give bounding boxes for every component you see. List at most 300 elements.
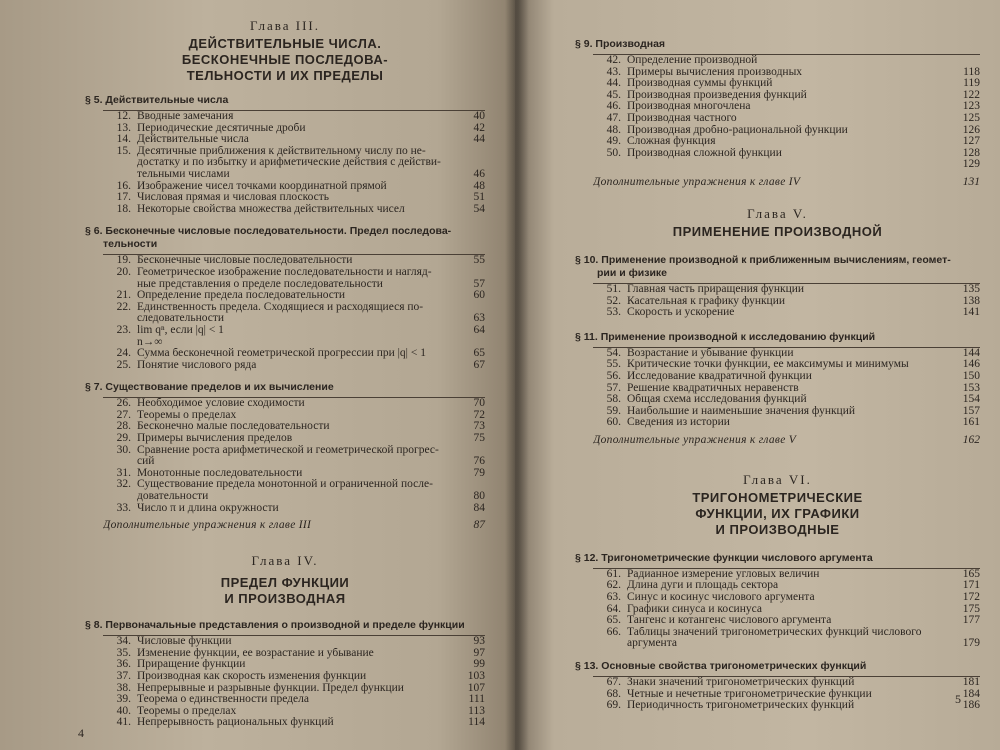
entry-title: Существование предела монотонной и ограниченной после- <box>137 479 433 491</box>
entry-title: Бесконечные числовые последовательности <box>137 255 353 267</box>
right-page <box>515 0 1000 750</box>
toc-entry <box>103 433 485 445</box>
entry-title: Примеры вычисления пределов <box>137 433 293 445</box>
entry-page: 184 <box>962 687 980 700</box>
entry-title: Графики синуса и косинуса <box>627 603 762 615</box>
entry-number: 50. <box>606 146 621 159</box>
entry-number: 58. <box>606 393 621 406</box>
entry-number: 14. <box>116 133 131 146</box>
entry-number: 51. <box>606 282 621 295</box>
toc-entry <box>593 417 980 429</box>
entry-number: 20. <box>116 265 131 278</box>
entry-title: Периодичность тригонометрических функций <box>627 700 855 712</box>
entry-number: 67. <box>606 676 621 689</box>
section-11 <box>575 331 980 446</box>
entry-page: 125 <box>962 111 980 124</box>
chapter-title-line: И ПРОИЗВОДНАЯ <box>224 591 346 607</box>
chapter-title-line: И ПРОИЗВОДНЫЕ <box>715 521 840 537</box>
entry-number: 41. <box>116 716 131 729</box>
entry-page: 72 <box>473 408 485 421</box>
entry-page: 128 <box>962 146 980 159</box>
entry-title: достатку и по избытку и арифметические действия с действи- <box>137 157 441 169</box>
section-title: § 5. Действительные числа <box>85 94 229 106</box>
entry-title: Радианное измерение угловых величин <box>627 568 820 580</box>
entry-title: Вводные замечания <box>137 111 234 122</box>
entry-title: следовательности <box>137 313 225 325</box>
entry-number: 52. <box>606 294 621 307</box>
entry-number <box>593 638 627 650</box>
entry-number: 29. <box>116 432 131 445</box>
entry-number: 48. <box>606 123 621 136</box>
entry-title: Определение производной <box>627 55 758 66</box>
entry-title: Сложная функция <box>627 136 716 148</box>
toc-entry <box>103 648 485 660</box>
entry-page: 161 <box>962 416 980 429</box>
chapter-title-line: ТЕЛЬНОСТИ И ИХ ПРЕДЕЛЫ <box>186 68 384 83</box>
entry-number: 43. <box>606 65 621 78</box>
extra-exercises <box>593 176 980 188</box>
section-title: § 12. Тригонометрические функции числового аргумента <box>575 551 873 564</box>
entry-title: Производная суммы функций <box>627 78 773 90</box>
entry-title: Действительные числа <box>137 134 249 146</box>
entry-title: сий <box>137 456 155 468</box>
entry-page <box>954 55 980 67</box>
section-5 <box>85 94 485 215</box>
entry-title: Числовые функции <box>137 636 232 648</box>
toc-entry <box>593 296 980 308</box>
entry-title: Монотонные последовательности <box>137 467 303 479</box>
entry-title: Теоремы о пределах <box>137 705 237 717</box>
section-title: § 10. Применение производной к приближенным вычислениям, геомет- <box>575 253 951 266</box>
entry-page: 57 <box>473 277 485 290</box>
entry-number: 64. <box>606 602 621 615</box>
toc-entry <box>103 398 485 410</box>
entry-number: 21. <box>116 289 131 302</box>
entry-number: 39. <box>116 693 131 706</box>
entry-list <box>593 347 980 429</box>
chapter-title-line: ФУНКЦИИ, ИХ ГРАФИКИ <box>695 505 860 521</box>
chapter-label: Глава IV. <box>251 553 319 569</box>
entry-number: 46. <box>606 100 621 113</box>
entry-page: 113 <box>468 704 485 717</box>
section-13 <box>575 660 980 712</box>
entry-title: Периодические десятичные дроби <box>137 122 306 134</box>
entry-number: 31. <box>116 466 131 479</box>
entry-title: Знаки значений тригонометрических функций <box>627 677 855 689</box>
toc-entry <box>103 445 485 457</box>
toc-entry <box>103 169 485 181</box>
entry-number: 17. <box>116 191 131 204</box>
toc-entry <box>103 267 485 279</box>
entry-page: 177 <box>962 614 980 627</box>
entry-page: 55 <box>473 254 485 267</box>
toc-entry <box>593 113 980 125</box>
entry-page: 146 <box>962 358 980 371</box>
entry-number: 49. <box>606 135 621 148</box>
entry-title: Скорость и ускорение <box>627 307 735 319</box>
entry-title <box>627 159 954 171</box>
chapter-label: Глава VI. <box>743 471 812 487</box>
entry-page <box>459 146 485 158</box>
toc-entry <box>593 55 980 67</box>
section-10 <box>575 254 980 319</box>
entry-page: 107 <box>467 681 485 694</box>
section-9 <box>575 38 980 188</box>
entry-page: 144 <box>962 346 980 359</box>
toc-entry <box>103 348 485 360</box>
entry-page: 76 <box>473 455 485 468</box>
section-title-cont: тельности <box>103 238 158 251</box>
toc-entry <box>103 313 485 325</box>
entry-number: 13. <box>116 121 131 134</box>
entry-list <box>103 254 485 371</box>
toc-entry <box>593 78 980 90</box>
entry-page: 119 <box>963 77 980 90</box>
entry-title: Сравнение роста арифметической и геометрической прогрес- <box>137 444 439 456</box>
section-title: § 8. Первоначальные представления о производной и пределе функции <box>85 619 465 632</box>
page-number: 4 <box>78 726 84 740</box>
toc-entry <box>103 337 485 349</box>
entry-number <box>103 169 137 181</box>
entry-number: 24. <box>116 347 131 360</box>
toc-entry <box>593 125 980 137</box>
chapter-5-heading <box>575 206 980 240</box>
entry-title: Определение предела последовательности <box>137 290 346 302</box>
section-7 <box>85 381 485 531</box>
entry-number: 69. <box>606 699 621 712</box>
entry-number: 27. <box>116 408 131 421</box>
section-12 <box>575 552 980 650</box>
entry-title: ные представления о пределе последовательности <box>137 278 383 290</box>
toc-entry <box>103 134 485 146</box>
entry-title: Понятие числового ряда <box>137 359 257 371</box>
entry-list <box>593 676 980 712</box>
page-number: 5 <box>955 692 961 706</box>
chapter-title <box>85 36 485 84</box>
toc-entry <box>103 290 485 302</box>
toc-entry <box>103 204 485 216</box>
entry-page: 99 <box>473 658 485 671</box>
entry-list <box>593 283 980 319</box>
entry-page: 65 <box>473 347 485 360</box>
toc-entry <box>103 279 485 291</box>
extra-exercises-page: 162 <box>962 433 980 446</box>
entry-number: 55. <box>606 358 621 371</box>
entry-page: 157 <box>962 404 980 417</box>
entry-title: n→∞ <box>137 336 163 348</box>
entry-title: Непрерывные и разрывные функции. Предел функции <box>137 682 404 694</box>
section-title-cont: рии и физике <box>597 266 668 279</box>
entry-page: 129 <box>962 158 980 171</box>
entry-title: Десятичные приближения к действительному числу по не- <box>137 145 426 157</box>
entry-number: 16. <box>116 179 131 192</box>
toc-entry <box>103 146 485 158</box>
entry-number <box>103 157 137 169</box>
toc-entry <box>103 360 485 372</box>
entry-number: 23. <box>116 323 131 336</box>
entry-number: 61. <box>606 567 621 580</box>
entry-list <box>103 110 485 215</box>
entry-title: Производная сложной функции <box>627 147 782 159</box>
toc-entry <box>103 671 485 683</box>
entry-number: 25. <box>116 358 131 371</box>
entry-page: 42 <box>473 121 485 134</box>
entry-number: 53. <box>606 306 621 319</box>
toc-entry <box>593 148 980 160</box>
chapter-title-line: ДЕЙСТВИТЕЛЬНЫЕ ЧИСЛА. <box>188 36 382 51</box>
entry-page: 64 <box>473 323 485 336</box>
entry-page: 44 <box>473 133 485 146</box>
toc-entry <box>593 700 980 712</box>
entry-number: 66. <box>606 625 621 638</box>
toc-entry <box>593 689 980 701</box>
entry-page: 80 <box>473 490 485 503</box>
entry-page: 84 <box>473 501 485 514</box>
entry-page: 48 <box>473 179 485 192</box>
chapter-label: Глава III. <box>249 18 321 33</box>
entry-page: 73 <box>473 420 485 433</box>
chapter-title-line: ПРИМЕНЕНИЕ ПРОИЗВОДНОЙ <box>672 223 883 239</box>
entry-title: Главная часть приращения функции <box>627 283 805 295</box>
toc-entry <box>593 406 980 418</box>
toc-entry <box>103 636 485 648</box>
entry-title: довательности <box>137 491 209 503</box>
entry-page: 153 <box>962 381 980 394</box>
toc-entry <box>103 694 485 706</box>
entry-number: 47. <box>606 111 621 124</box>
entry-number: 35. <box>116 646 131 659</box>
entry-title: Число π и длина окружности <box>137 502 279 514</box>
entry-number: 37. <box>116 670 131 682</box>
entry-page: 123 <box>962 100 980 113</box>
entry-number: 57. <box>606 381 621 394</box>
entry-page: 67 <box>473 358 485 371</box>
toc-entry <box>103 302 485 314</box>
section-title: § 13. Основные свойства тригонометрических функций <box>575 660 867 673</box>
entry-number <box>103 491 137 503</box>
entry-list <box>593 568 980 650</box>
entry-page: 171 <box>962 579 980 592</box>
entry-title: Производная как скорость изменения функции <box>137 671 367 682</box>
entry-page: 97 <box>473 646 485 659</box>
entry-page: 181 <box>962 676 980 689</box>
book-gutter <box>505 0 529 750</box>
entry-number: 56. <box>606 369 621 382</box>
chapter-6-heading <box>575 472 980 538</box>
entry-page: 150 <box>962 369 980 382</box>
entry-page: 154 <box>962 393 980 406</box>
entry-number: 12. <box>116 110 131 122</box>
entry-number: 42. <box>606 54 621 66</box>
extra-exercises <box>103 519 485 531</box>
entry-title: Приращение функции <box>137 659 246 671</box>
entry-number: 26. <box>116 397 131 410</box>
entry-title: Возрастание и убывание функции <box>627 347 794 359</box>
entry-title: Геометрическое изображение последовательности и нагляд- <box>137 266 432 278</box>
entry-number: 18. <box>116 202 131 215</box>
entry-page: 179 <box>962 637 980 650</box>
entry-page: 40 <box>473 110 485 122</box>
entry-number: 22. <box>116 300 131 313</box>
toc-entry <box>593 371 980 383</box>
toc-entry <box>103 503 485 515</box>
entry-title: Касательная к графику функции <box>627 295 786 307</box>
chapter-title-line: ПРЕДЕЛ ФУНКЦИИ <box>220 575 350 591</box>
entry-number: 68. <box>606 687 621 700</box>
entry-page: 135 <box>962 282 980 295</box>
chapter-4-heading <box>85 553 485 607</box>
toc-entry <box>103 479 485 491</box>
entry-title: тельными числами <box>137 168 230 180</box>
entry-page: 103 <box>467 670 485 682</box>
toc-entry <box>593 284 980 296</box>
entry-number: 15. <box>116 144 131 157</box>
toc-entry <box>593 394 980 406</box>
entry-title: lim qⁿ, если |q| < 1 <box>137 324 224 336</box>
entry-page: 51 <box>473 191 485 204</box>
entry-page: 126 <box>962 123 980 136</box>
entry-page: 46 <box>473 167 485 180</box>
entry-title: Числовая прямая и числовая плоскость <box>137 192 329 204</box>
entry-page <box>459 267 485 279</box>
entry-title: Изменение функции, ее возрастание и убывание <box>137 647 374 659</box>
entry-number: 32. <box>116 478 131 491</box>
toc-entry <box>103 111 485 123</box>
toc-entry <box>593 615 980 627</box>
toc-entry <box>103 659 485 671</box>
section-6 <box>85 225 485 371</box>
section-title: § 7. Существование пределов и их вычисление <box>85 381 334 394</box>
toc-entry <box>593 348 980 360</box>
entry-number <box>593 159 627 171</box>
entry-page: 54 <box>473 202 485 215</box>
entry-title: Сумма бесконечной геометрической прогрессии при |q| < 1 <box>137 348 426 360</box>
entry-title: аргумента <box>627 638 677 650</box>
entry-page: 172 <box>962 591 980 604</box>
section-title: § 9. Производная <box>575 38 666 50</box>
toc-entry <box>103 491 485 503</box>
entry-number: 62. <box>606 579 621 592</box>
entry-title: Синус и косинус числового аргумента <box>627 592 815 604</box>
extra-exercises-text: Дополнительные упражнения к главе IV <box>593 175 801 188</box>
entry-list <box>103 397 485 514</box>
toc-entry <box>103 192 485 204</box>
entry-title: Общая схема исследования функций <box>627 394 807 406</box>
toc-entry <box>593 627 980 639</box>
entry-page: 60 <box>473 289 485 302</box>
entry-page: 63 <box>473 312 485 325</box>
entry-number: 63. <box>606 591 621 604</box>
entry-number: 28. <box>116 420 131 433</box>
toc-entry <box>103 683 485 695</box>
toc-entry <box>593 677 980 689</box>
entry-page: 127 <box>962 135 980 148</box>
entry-title: Непрерывность рациональных функций <box>137 717 334 729</box>
entry-title: Таблицы значений тригонометрических функций числового <box>627 626 922 638</box>
entry-title: Теоремы о пределах <box>137 409 237 421</box>
section-title: § 11. Применение производной к исследованию функций <box>575 330 876 343</box>
entry-page: 93 <box>473 635 485 648</box>
toc-entry <box>103 123 485 135</box>
toc-entry <box>593 604 980 616</box>
section-title: § 6. Бесконечные числовые последовательности. Предел последова- <box>85 225 452 238</box>
entry-title: Тангенс и котангенс числового аргумента <box>627 615 832 627</box>
entry-title: Изображение чисел точками координатной прямой <box>137 180 387 192</box>
toc-entry <box>593 90 980 102</box>
entry-number: 36. <box>116 658 131 671</box>
toc-entry <box>593 383 980 395</box>
chapter-title-line: БЕСКОНЕЧНЫЕ ПОСЛЕДОВА- <box>181 52 389 67</box>
toc-entry <box>103 456 485 468</box>
extra-exercises <box>593 434 980 446</box>
entry-number: 38. <box>116 681 131 694</box>
entry-title: Решение квадратичных неравенств <box>627 382 799 394</box>
entry-list <box>593 54 980 171</box>
toc-entry <box>103 706 485 718</box>
entry-title: Критические точки функции, ее максимумы и минимумы <box>627 359 909 371</box>
entry-page: 186 <box>962 699 980 712</box>
toc-entry <box>593 159 980 171</box>
entry-title: Сведения из истории <box>627 417 730 429</box>
entry-page: 79 <box>473 466 485 479</box>
toc-entry <box>103 468 485 480</box>
entry-title: Производная частного <box>627 112 737 124</box>
entry-page: 75 <box>473 432 485 445</box>
extra-exercises-page: 87 <box>473 519 485 532</box>
toc-entry <box>103 325 485 337</box>
entry-number: 60. <box>606 416 621 429</box>
entry-number: 59. <box>606 404 621 417</box>
toc-entry <box>103 255 485 267</box>
extra-exercises-text: Дополнительные упражнения к главе V <box>593 433 797 446</box>
chapter-label: Глава V. <box>747 205 808 221</box>
toc-entry <box>593 307 980 319</box>
entry-number: 40. <box>116 704 131 717</box>
entry-title: Производная дробно-рациональной функции <box>627 124 848 136</box>
entry-title: Необходимое условие сходимости <box>137 398 305 410</box>
toc-entry <box>593 569 980 581</box>
toc-entry <box>103 717 485 729</box>
entry-title: Исследование квадратичной функции <box>627 370 812 382</box>
entry-title: Бесконечно малые последовательности <box>137 421 330 433</box>
toc-entry <box>103 157 485 169</box>
entry-page: 111 <box>468 693 485 706</box>
toc-entry <box>103 421 485 433</box>
entry-title: Четные и нечетные тригонометрические функции <box>627 688 872 700</box>
entry-number: 19. <box>116 254 131 267</box>
entry-title: Производная произведения функций <box>627 89 807 101</box>
extra-exercises-page: 131 <box>962 175 980 188</box>
entry-title: Некоторые свойства множества действительных чисел <box>137 203 405 215</box>
entry-number: 45. <box>606 88 621 101</box>
toc-entry <box>593 101 980 113</box>
entry-page: 175 <box>962 602 980 615</box>
entry-page: 138 <box>962 294 980 307</box>
toc-entry <box>593 359 980 371</box>
section-8 <box>85 619 485 729</box>
entry-title: Теорема о единственности предела <box>137 694 309 706</box>
entry-number: 33. <box>116 501 131 514</box>
entry-page: 141 <box>962 306 980 319</box>
entry-page: 70 <box>473 397 485 410</box>
toc-entry <box>593 136 980 148</box>
chapter-title-line: ТРИГОНОМЕТРИЧЕСКИЕ <box>692 489 863 505</box>
entry-number: 44. <box>606 77 621 90</box>
entry-page: 114 <box>468 716 485 729</box>
toc-entry <box>593 638 980 650</box>
toc-entry <box>593 67 980 79</box>
entry-number: 65. <box>606 614 621 627</box>
